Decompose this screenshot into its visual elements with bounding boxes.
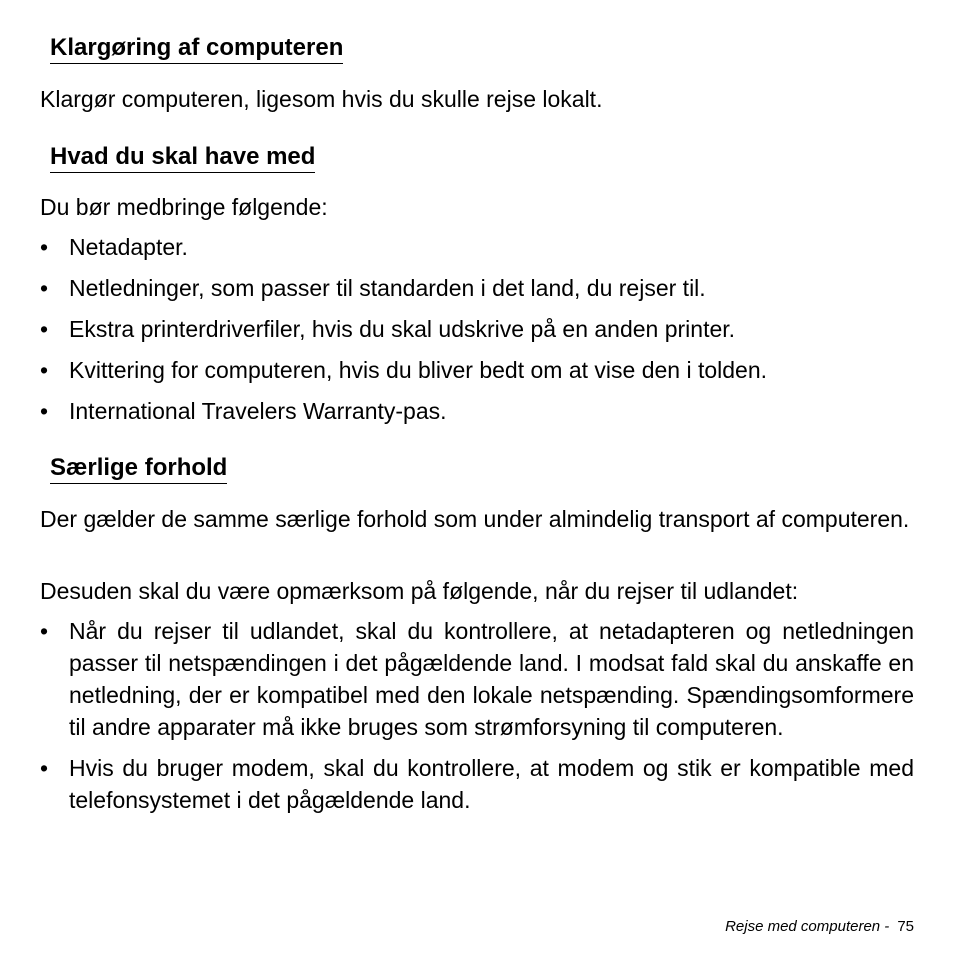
list-item: • Netadapter. [40,231,914,263]
special-conditions-text-1: Der gælder de samme særlige forhold som under almindelig transport af computeren. [40,506,910,532]
what-to-bring-list [40,231,914,427]
list-item: • Netledninger, som passer til standarden i det land, du rejser til. [40,272,914,304]
preparation-text: Klargør computeren, ligesom hvis du skulle rejse lokalt. [40,86,603,112]
bullet-marker: • [40,275,49,301]
list-item: • Ekstra printerdriverfiler, hvis du skal udskrive på en anden printer. [40,313,914,345]
bullet-marker: • [40,755,49,781]
bullet-marker: • [40,234,49,260]
section-heading-what-to-bring: Hvad du skal have med [50,144,315,173]
bullet-marker: • [40,618,49,644]
list-item: • Hvis du bruger modem, skal du kontrollere, at modem og stik er kompatible med telefonsystemet i det pågældende land. [40,752,914,816]
list-item: • Når du rejser til udlandet, skal du kontrollere, at netadapteren og netledningen passer til netspændingen i det pågældende land. I modsat fald skal du anskaffe en netledning, der er kompatibel med den lokale netspænding. Spændingsomformere til andre apparater må ikke bruges som strømforsyning til computeren. [40,615,914,743]
section-heading-special-conditions: Særlige forhold [50,455,227,484]
special-conditions-text-2: Desuden skal du være opmærksom på følgende, når du rejser til udlandet: [40,578,799,604]
what-to-bring-intro: Du bør medbringe følgende: [40,194,328,220]
bullet-marker: • [40,316,49,342]
footer-chapter-title: Rejse med computeren - [725,918,890,935]
list-item: • Kvittering for computeren, hvis du bliver bedt om at vise den i tolden. [40,354,914,386]
page-footer [725,917,914,937]
bullet-marker: • [40,357,49,383]
list-item: • International Travelers Warranty-pas. [40,395,914,427]
special-conditions-list [40,615,914,816]
bullet-marker: • [40,398,49,424]
section-heading-preparation: Klargøring af computeren [50,35,343,64]
page-number: 75 [897,918,914,935]
